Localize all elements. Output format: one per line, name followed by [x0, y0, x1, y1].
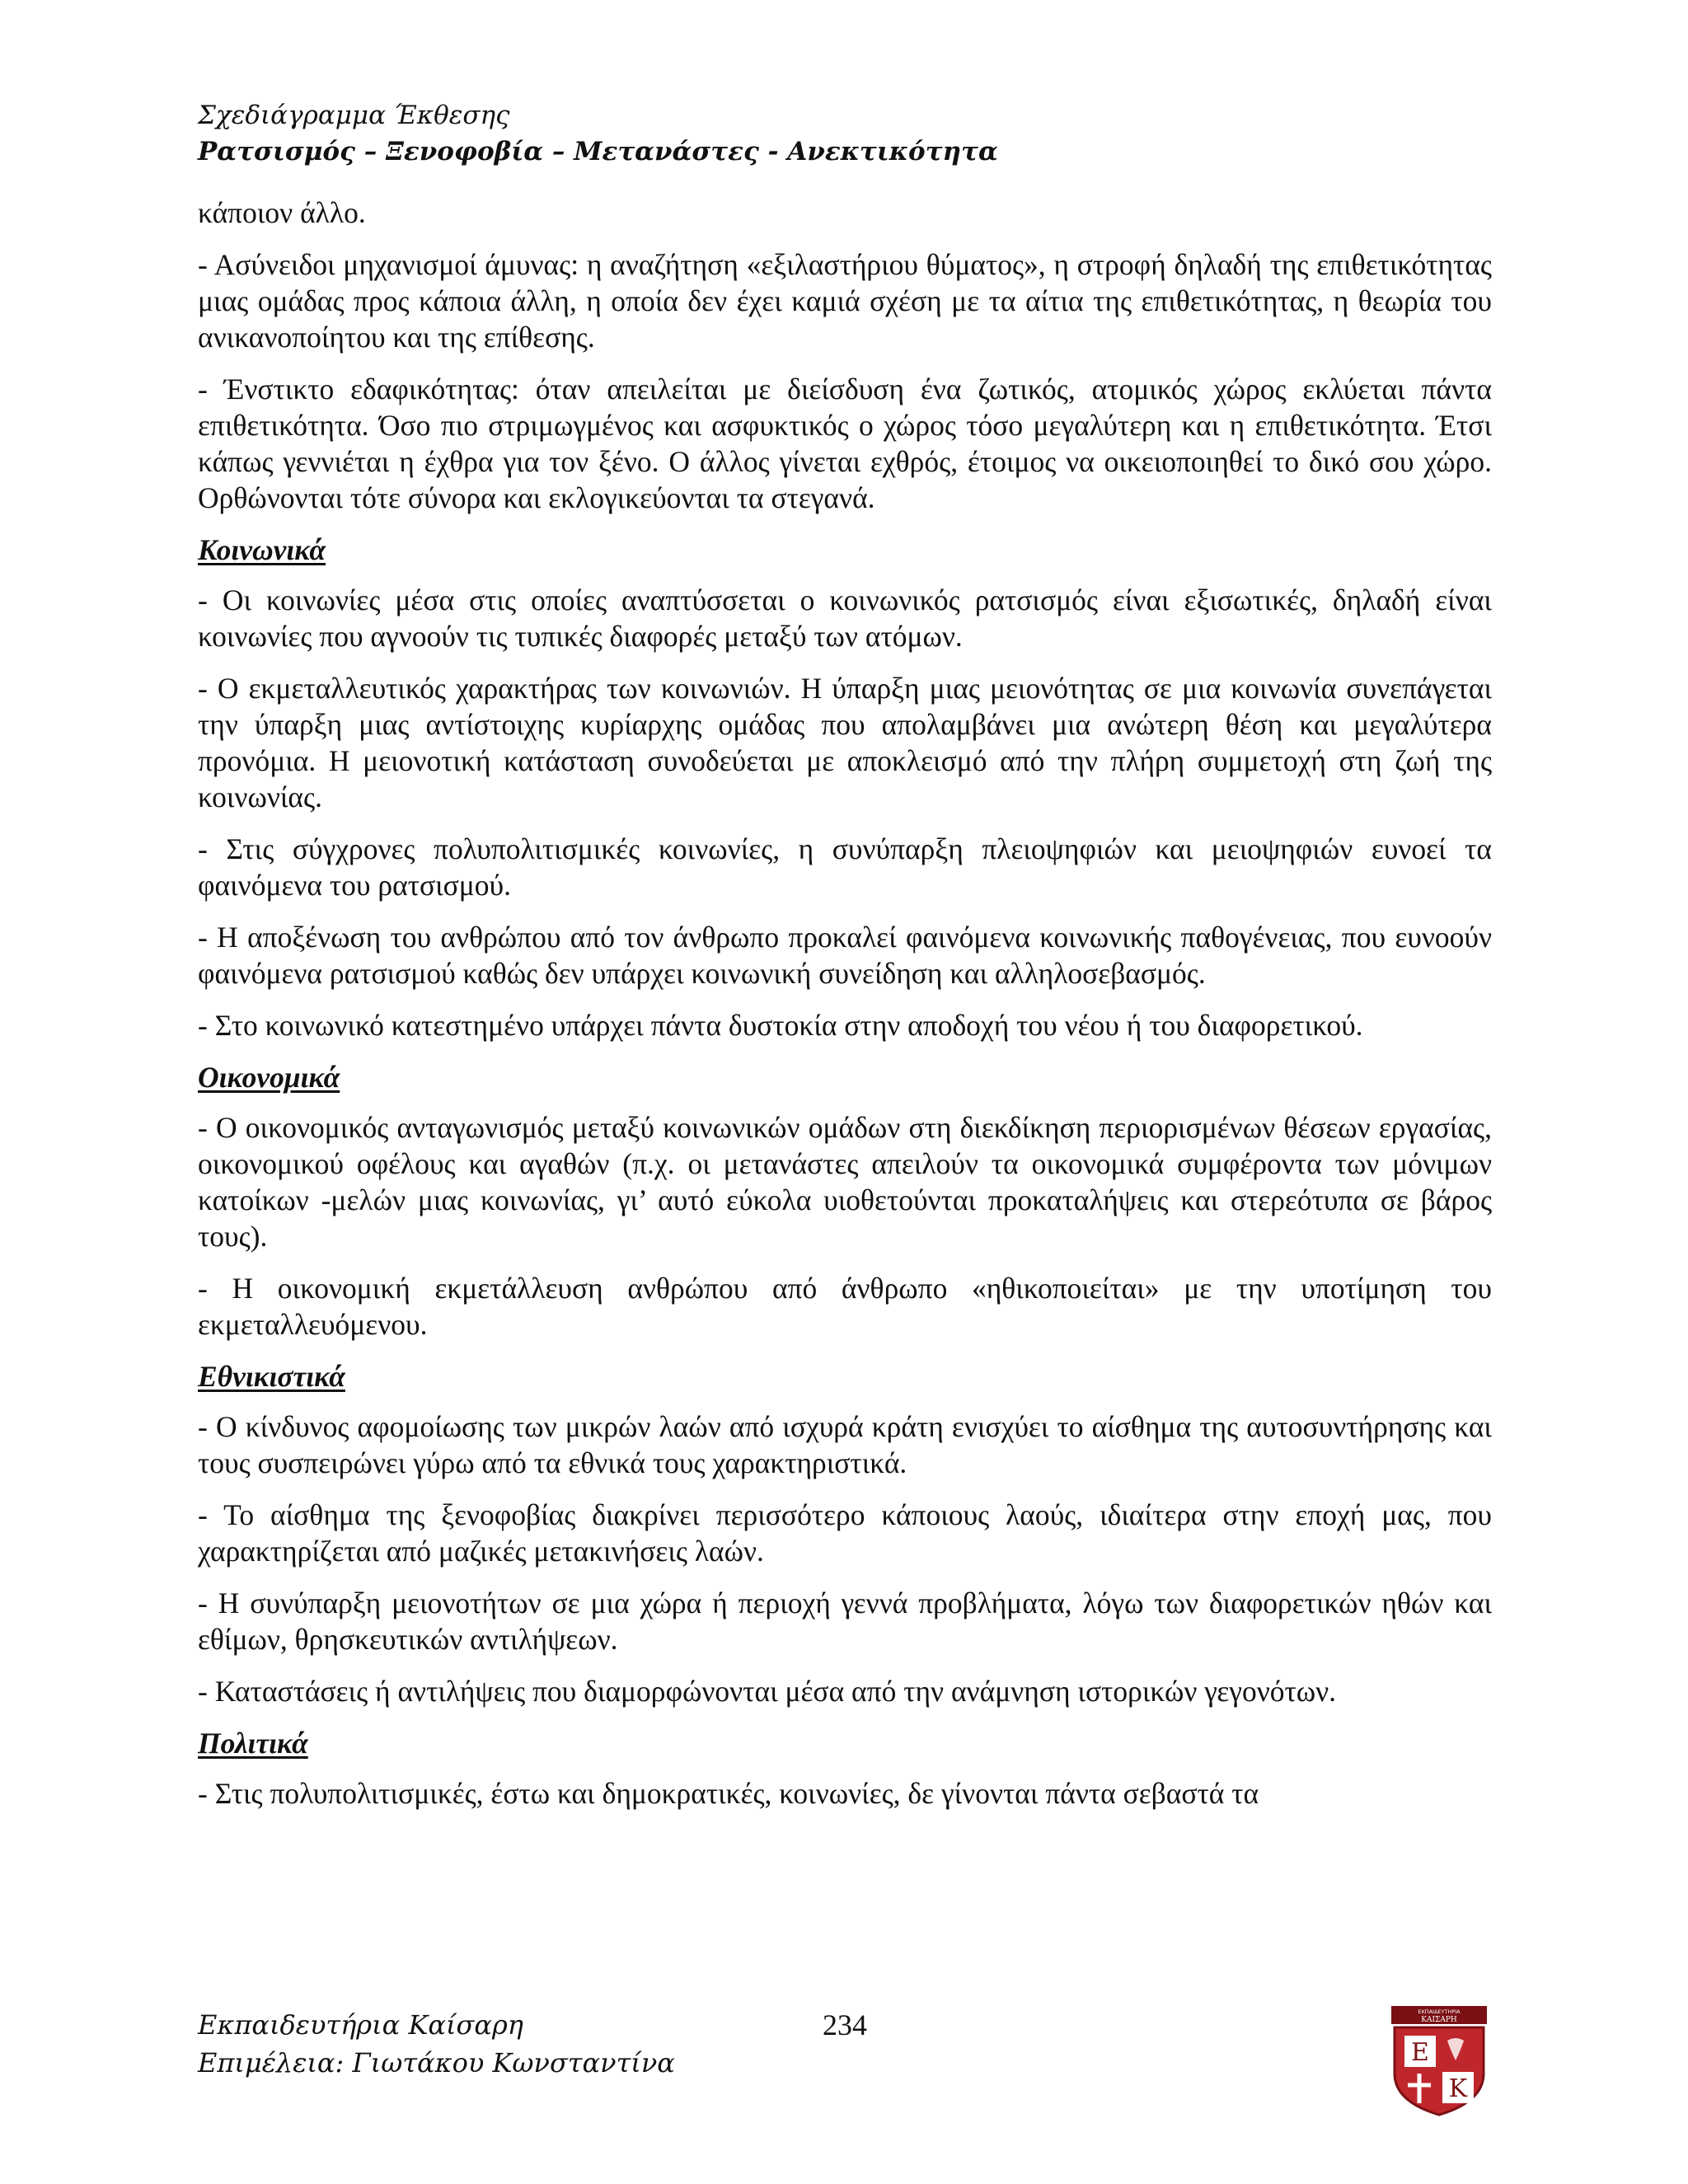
paragraph: - Η αποξένωση του ανθρώπου από τον άνθρωπο προκαλεί φαινόμενα κοινωνικής παθογένειας, που ευνοούν φαινόμενα ρατσισμού καθώς δεν υπάρχει κοινωνική συνείδηση και αλληλοσεβασμός.	[198, 921, 1492, 990]
paragraph: - Ασύνειδοι μηχανισμοί άμυνας: η αναζήτηση «εξιλαστήριου θύματος», η στροφή δηλαδή της επιθετικότητας μιας ομάδας προς κάποια άλλη, η οποία δεν έχει καμιά σχέση με τα αίτια της επιθετικότητας, η θεωρία του ανικανοποίητου και της επίθεσης.	[198, 248, 1492, 354]
svg-text:Κ: Κ	[1448, 2074, 1468, 2103]
paragraph: - Οι κοινωνίες μέσα στις οποίες αναπτύσσεται ο κοινωνικός ρατσισμός είναι εξισωτικές, δηλαδή είναι κοινωνίες που αγνοούν τις τυπικές διαφορές μεταξύ των ατόμων.	[198, 583, 1492, 653]
school-crest-logo	[1390, 2004, 1489, 2116]
section-heading-political: Πολιτικά	[198, 1727, 308, 1760]
header-title: Σχεδιάγραμμα Έκθεσης	[198, 101, 510, 130]
section-heading-social: Κοινωνικά	[198, 533, 326, 566]
svg-text:Ε: Ε	[1411, 2038, 1429, 2067]
footer-editor: Επιμέλεια: Γιωτάκου Κωνσταντίνα	[198, 2047, 675, 2079]
svg-text:ΕΚΠΑΙΔΕΥΤΗΡΙΑ: ΕΚΠΑΙΔΕΥΤΗΡΙΑ	[1418, 2008, 1461, 2015]
paragraph: - Ο οικονομικός ανταγωνισμός μεταξύ κοινωνικών ομάδων στη διεκδίκηση περιορισμένων θέσεων εργασίας, οικονομικού οφέλους και αγαθών (π.χ. οι μετανάστες απειλούν τα οικονομικά συμφέροντα των μόνιμων κατοίκων -μελών μιας κοινωνίας, γι’ αυτό εύκολα υιοθετούνται προκαταλήψεις και στερεότυπα σε βάρος τους).	[198, 1111, 1492, 1253]
header-subtitle: Ρατσισμός – Ξενοφοβία – Μετανάστες - Ανεκτικότητα	[198, 137, 998, 166]
svg-text:ΚΑΙΣΑΡΗ: ΚΑΙΣΑΡΗ	[1421, 2016, 1457, 2024]
document-body	[198, 194, 1492, 1827]
paragraph: - Στις πολυπολιτισμικές, έστω και δημοκρατικές, κοινωνίες, δε γίνονται πάντα σεβαστά τα	[198, 1777, 1259, 1810]
paragraph: - Ο κίνδυνος αφομοίωσης των μικρών λαών από ισχυρά κράτη ενισχύει το αίσθημα της αυτοσυντήρησης και τους συσπειρώνει γύρω από τα εθνικά τους χαρακτηριστικά.	[198, 1410, 1492, 1479]
paragraph: - Το αίσθημα της ξενοφοβίας διακρίνει περισσότερο κάποιους λαούς, ιδιαίτερα στην εποχή μας, που χαρακτηρίζεται από μαζικές μετακινήσεις λαών.	[198, 1498, 1492, 1568]
paragraph: - Στις σύγχρονες πολυπολιτισμικές κοινωνίες, η συνύπαρξη πλειοψηφιών και μειοψηφιών ευνοεί τα φαινόμενα του ρατσισμού.	[198, 832, 1492, 902]
paragraph: - Η συνύπαρξη μειονοτήτων σε μια χώρα ή περιοχή γεννά προβλήματα, λόγω των διαφορετικών ηθών και εθίμων, θρησκευτικών αντιλήψεων.	[198, 1586, 1492, 1656]
section-heading-national: Εθνικιστικά	[198, 1360, 345, 1393]
paragraph: κάποιον άλλο.	[198, 196, 366, 229]
paragraph: - Ένστικτο εδαφικότητας: όταν απειλείται με διείσδυση ένα ζωτικός, ατομικός χώρος εκλύεται πάντα επιθετικότητα. Όσο πιο στριμωγμένος και ασφυκτικός ο χώρος τόσο μεγαλύτερη και η επιθετικότητα. Έτσι κάπως γεννιέται η έχθρα για τον ξένο. Ο άλλος γίνεται εχθρός, έτοιμος να οικειοποιηθεί το δικό σου χώρο. Ορθώνονται τότε σύνορα και εκλογικεύονται τα στεγανά.	[198, 373, 1492, 514]
paragraph: - Η οικονομική εκμετάλλευση ανθρώπου από άνθρωπο «ηθικοποιείται» με την υποτίμηση του εκμεταλλευόμενου.	[198, 1272, 1492, 1341]
page-number: 234	[823, 2008, 867, 2041]
page-footer	[198, 2006, 675, 2082]
footer-school-name: Εκπαιδευτήρια Καίσαρη	[198, 2009, 523, 2041]
section-heading-economic: Οικονομικά	[198, 1061, 340, 1094]
paragraph: - Ο εκμεταλλευτικός χαρακτήρας των κοινωνιών. Η ύπαρξη μιας μειονότητας σε μια κοινωνία συνεπάγεται την ύπαρξη μιας αντίστοιχης κυρίαρχης ομάδας που απολαμβάνει μια ανώτερη θέση και μεγαλύτερα προνόμια. Η μειονοτική κατάσταση συνοδεύεται με αποκλεισμό από την πλήρη συμμετοχή στη ζωή της κοινωνίας.	[198, 672, 1492, 813]
page-header	[198, 97, 1517, 170]
paragraph: - Καταστάσεις ή αντιλήψεις που διαμορφώνονται μέσα από την ανάμνηση ιστορικών γεγονότων.	[198, 1675, 1337, 1708]
paragraph: - Στο κοινωνικό κατεστημένο υπάρχει πάντα δυστοκία στην αποδοχή του νέου ή του διαφορετικού.	[198, 1009, 1363, 1042]
crest-shield-icon	[1390, 2004, 1489, 2116]
